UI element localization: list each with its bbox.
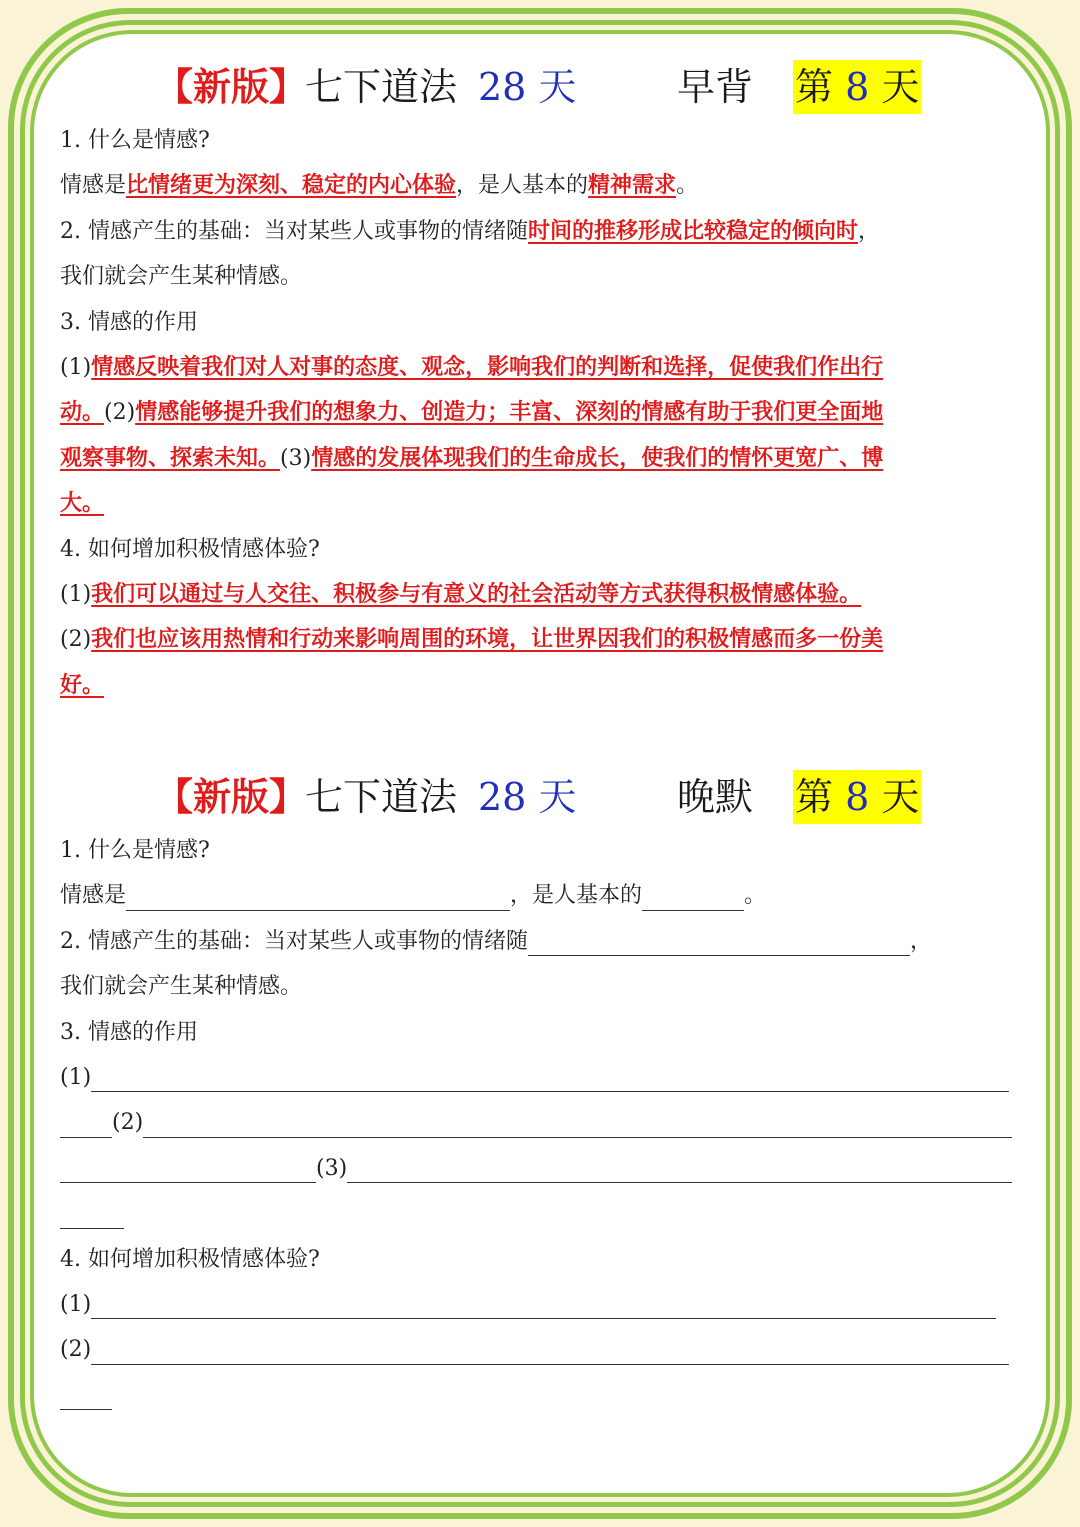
blank-line[interactable] [347, 1152, 1012, 1183]
fill-4-line-3 [60, 1373, 1020, 1418]
morning-title [60, 56, 1020, 118]
day-badge: 第 8 天 [793, 60, 921, 114]
fill-3-line-4 [60, 1191, 1020, 1236]
answer-1: 情感是比情绪更为深刻、稳定的内心体验，是人基本的精神需求。 [60, 172, 699, 199]
title-days: 28 天 [478, 65, 577, 109]
title-subject: 七下道法 [305, 65, 458, 109]
blank-line[interactable] [91, 1288, 996, 1319]
question-1: 1. 什么是情感? [60, 128, 210, 153]
blank-line[interactable] [60, 1379, 112, 1410]
answer-3-line-2: 动。(2)情感能够提升我们的想象力、创造力；丰富、深刻的情感有助于我们更全面地 [60, 399, 884, 426]
question-3: 3. 情感的作用 [60, 1019, 198, 1045]
title-kind: 晚默 [677, 775, 754, 819]
title-edition: 【新版】 [155, 64, 308, 109]
blank-line[interactable] [143, 1107, 1012, 1138]
fill-4-line-1: (1) [60, 1282, 1020, 1327]
evening-section [60, 766, 1020, 1418]
evening-title [60, 766, 1020, 828]
blank-line[interactable] [642, 880, 744, 911]
title-days: 28 天 [478, 775, 577, 819]
question-4: 4. 如何增加积极情感体验? [60, 536, 320, 562]
question-4: 4. 如何增加积极情感体验? [60, 1246, 320, 1272]
question-2-continued: 我们就会产生某种情感。 [60, 264, 303, 290]
fill-3-line-2: (2) [60, 1100, 1020, 1145]
question-3: 3. 情感的作用 [60, 309, 198, 335]
fill-4-line-2: (2) [60, 1327, 1020, 1372]
title-subject: 七下道法 [305, 775, 458, 819]
title-edition: 【新版】 [155, 774, 308, 819]
blank-line[interactable] [60, 1107, 112, 1138]
answer-4-line-3: 好。 [60, 671, 105, 698]
blank-line[interactable] [528, 925, 910, 956]
answer-3-line-3: 观察事物、探索未知。(3)情感的发展体现我们的生命成长，使我们的情怀更宽广、博 [60, 444, 884, 471]
answer-3-line-4: 大。 [60, 490, 105, 517]
answer-3-line-1: (1)情感反映着我们对人对事的态度、观念，影响我们的判断和选择，促使我们作出行 [60, 353, 884, 380]
answer-text: 精神需求 [588, 172, 677, 199]
blank-line[interactable] [60, 1198, 124, 1229]
blank-line[interactable] [126, 880, 510, 911]
question-2: 2. 情感产生的基础：当对某些人或事物的情绪随时间的推移形成比较稳定的倾向时， [60, 217, 881, 244]
fill-2: 2. 情感产生的基础：当对某些人或事物的情绪随 ， [60, 919, 1020, 964]
question-2-continued: 我们就会产生某种情感。 [60, 974, 303, 1000]
blank-line[interactable] [91, 1334, 1009, 1365]
blank-line[interactable] [91, 1061, 1009, 1092]
answer-4-line-2: (2)我们也应该用热情和行动来影响周围的环境，让世界因我们的积极情感而多一份美 [60, 626, 884, 653]
question-1: 1. 什么是情感? [60, 838, 210, 863]
blank-line[interactable] [60, 1152, 316, 1183]
morning-section [60, 56, 1020, 708]
answer-text: 时间的推移形成比较稳定的倾向时 [528, 217, 859, 244]
fill-3-line-1: (1) [60, 1055, 1020, 1100]
day-badge: 第 8 天 [793, 770, 921, 824]
fill-3-line-3: (3) [60, 1146, 1020, 1191]
answer-text: 比情绪更为深刻、稳定的内心体验 [126, 172, 457, 199]
title-kind: 早背 [677, 65, 754, 109]
fill-1: 情感是 ，是人基本的 。 [60, 873, 1020, 918]
answer-4-line-1: (1)我们可以通过与人交往、积极参与有意义的社会活动等方式获得积极情感体验。 [60, 580, 862, 607]
